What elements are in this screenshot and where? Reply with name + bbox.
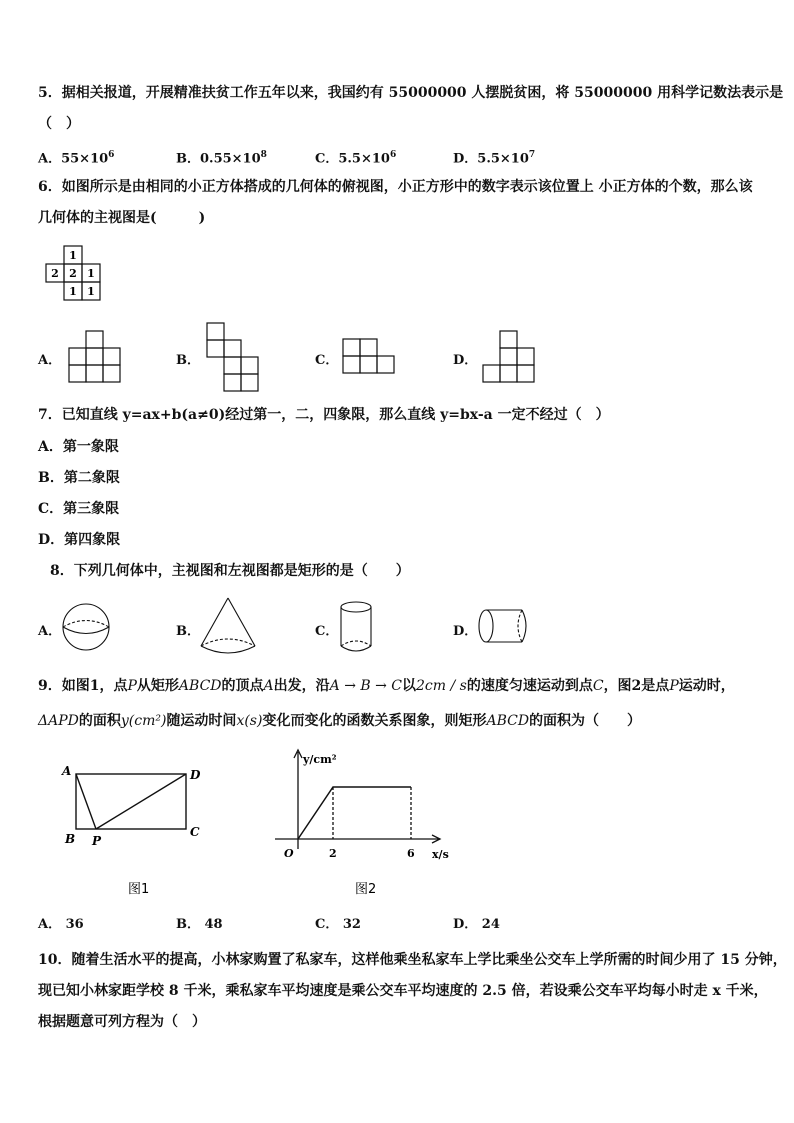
grid-number: 1 [87,285,95,298]
q5-stem: 5．据相关报道，开展精准扶贫工作五年以来，我国约有 55000000 人摆脱贫困，将 55000000 用科学记数法表示是 [38,85,784,101]
figure-1-caption: 图1 [128,882,150,897]
q7-option-d[interactable]: D．第四象限 [38,532,121,548]
q9-stem-line2: ΔAPD的面积y(cm²)随运动时间x(s)变化而变化的函数关系图象，则矩形ABCD的面积为（ ） [38,713,642,729]
q9-option-b[interactable]: B． 48 [176,917,223,932]
graph-y-axis-label: y/cm² [303,753,337,766]
q6-option-a-label[interactable]: A． [38,353,62,368]
q5-option-b[interactable]: B．$0.55\times 10^8$ [176,150,267,167]
q10-stem-line3: 根据题意可列方程为（ ） [38,1014,206,1030]
q9-option-c[interactable]: C． 32 [315,917,361,932]
figure-2-caption: 图2 [355,882,377,897]
q9-stem-line1: 9．如图1，点P从矩形ABCD的顶点A出发，沿A → B → C以2cm / s的速度匀速运动到点C，图2是点P运动时， [38,678,735,694]
q5-option-d[interactable]: D．$5.5\times 10^7$ [453,150,536,167]
graph-tick-label: 2 [329,847,337,860]
q8-option-c-label[interactable]: C． [315,624,339,639]
q5-option-c[interactable]: C．$5.5\times 10^6$ [315,150,397,167]
q5-paren: （ ） [38,116,80,132]
q6-stem-line2: 几何体的主视图是( ) [38,210,206,226]
q8-option-d-label[interactable]: D． [453,624,478,639]
q9-option-a[interactable]: A． 36 [38,917,84,932]
point-label-p: P [92,834,102,848]
vertex-label-d: D [190,768,201,782]
q8-option-a-label[interactable]: A． [38,624,62,639]
vertex-label-a: A [62,764,72,778]
graph-origin-label: O [284,847,294,860]
q8-option-b-label[interactable]: B． [176,624,200,639]
q10-stem-line1: 10．随着生活水平的提高，小林家购置了私家车，这样他乘坐私家车上学比乘坐公交车上学所需的时间少用了 15 分钟， [38,952,787,968]
q6-option-d-label[interactable]: D． [453,353,478,368]
grid-number: 2 [69,267,77,280]
q6-option-c-label[interactable]: C． [315,353,339,368]
q9-option-d[interactable]: D． 24 [453,917,500,932]
graph-tick-label: 6 [407,847,415,860]
q7-option-c[interactable]: C．第三象限 [38,501,120,517]
q7-option-b[interactable]: B．第二象限 [38,470,120,486]
vertex-label-b: B [65,832,76,846]
q6-option-b-label[interactable]: B． [176,353,200,368]
q6-stem-line1: 6．如图所示是由相同的小正方体搭成的几何体的俯视图，小正方形中的数字表示该位置上 小正方体的个数，那么该 [38,179,753,195]
grid-number: 1 [87,267,95,280]
q5-option-a[interactable]: A．$55\times 10^6$ [38,150,115,167]
q8-stem: 8．下列几何体中，主视图和左视图都是矩形的是（ ） [50,563,410,579]
graph-x-axis-label: x/s [432,848,449,861]
vertex-label-c: C [190,825,200,839]
q10-stem-line2: 现已知小林家距学校 8 千米，乘私家车平均速度是乘公交车平均速度的 2.5 倍，若设乘公交车平均每小时走 x 千米， [38,983,768,999]
q7-stem: 7．已知直线 y=ax+b(a≠0)经过第一，二，四象限，那么直线 y=bx-a 一定不经过（ ） [38,407,610,423]
q7-option-a[interactable]: A．第一象限 [38,439,119,455]
grid-number: 1 [69,285,77,298]
grid-number: 2 [51,267,59,280]
grid-number: 1 [69,249,77,262]
